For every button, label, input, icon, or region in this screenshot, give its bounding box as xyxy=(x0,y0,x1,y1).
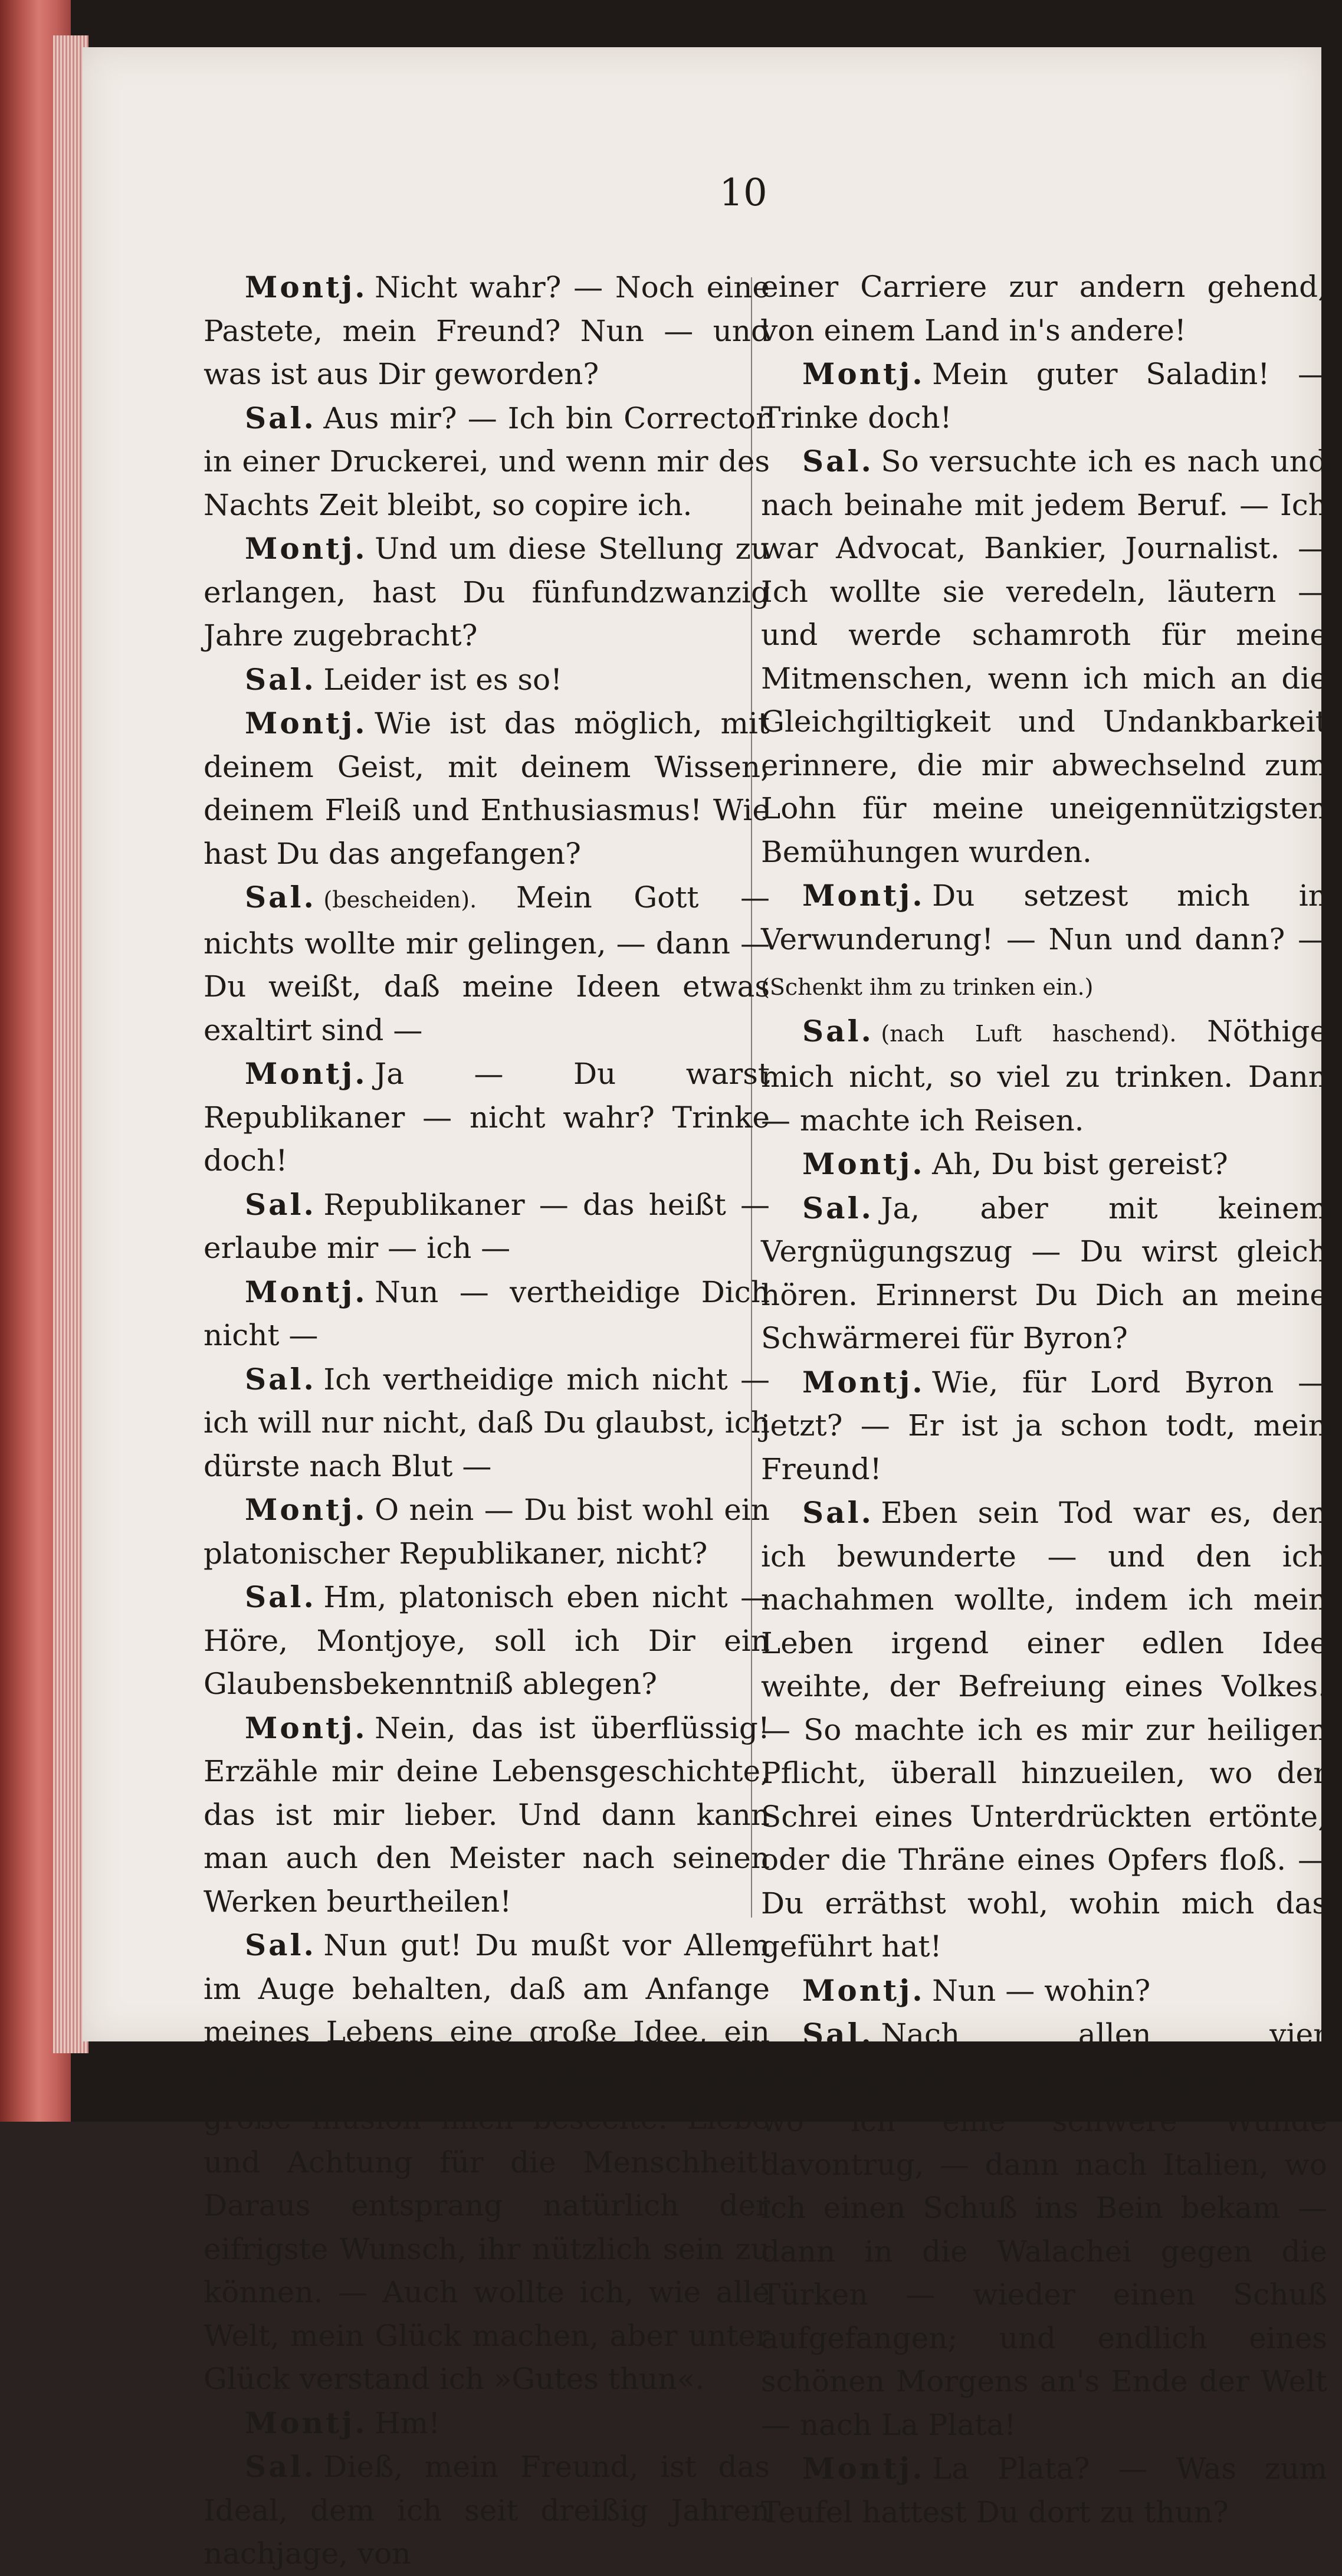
speaker-name: Sal. xyxy=(802,1495,874,1530)
dialogue-text: Wie, für Lord Byron — jetzt? — Er ist ja schon todt, mein Freund! xyxy=(761,1365,1327,1486)
dialogue-paragraph xyxy=(761,874,1327,1010)
dialogue-text: Hm! xyxy=(375,2405,441,2440)
dialogue-paragraph xyxy=(204,1488,770,1575)
dialogue-text: Mein Gott — nichts wollte mir gelingen, — dann — Du weißt, daß meine Ideen etwas exaltirt sind — xyxy=(204,880,770,1047)
speaker-name: Montj. xyxy=(245,1274,368,1309)
dialogue-text: Nöthige mich nicht, so viel zu trinken. Dann — machte ich Reisen. xyxy=(761,1014,1327,1138)
speaker-name: Montj. xyxy=(802,2451,925,2486)
dialogue-paragraph xyxy=(204,702,770,876)
dialogue-paragraph xyxy=(204,266,770,396)
dialogue-text: Republikaner — das heißt — erlaube mir — ich — xyxy=(204,1187,770,1265)
dialogue-text: O nein — Du bist wohl ein platonischer Republikaner, nicht? xyxy=(204,1493,770,1571)
speaker-name: Montj. xyxy=(245,531,368,566)
dialogue-text: Du setzest mich in Verwunderung! — Nun und dann? — xyxy=(761,879,1327,956)
dialogue-text: Wie ist das möglich, mit deinem Geist, mit deinem Wissen, deinem Fleiß und Enthusiasmus! Wie hast Du das angefangen? xyxy=(204,706,770,871)
right-column xyxy=(761,266,1327,2529)
dialogue-paragraph xyxy=(761,1187,1327,1361)
dialogue-text: Mein guter Saladin! — Trinke doch! xyxy=(761,357,1327,435)
dialogue-paragraph xyxy=(204,2445,770,2576)
dialogue-paragraph xyxy=(204,1183,770,1270)
speaker-name: Montj. xyxy=(802,1972,925,2008)
dialogue-paragraph xyxy=(204,527,770,658)
dialogue-paragraph xyxy=(204,1358,770,1489)
speaker-name: Sal. xyxy=(802,1013,874,1048)
dialogue-text: einer Carriere zur andern gehend, von einem Land in's andere! xyxy=(761,270,1327,348)
dialogue-paragraph xyxy=(204,2401,770,2446)
dialogue-text: Ich vertheidige mich nicht — ich will nur nicht, daß Du glaubst, ich dürste nach Blut — xyxy=(204,1362,770,1483)
speaker-name: Sal. xyxy=(802,2017,874,2051)
speaker-name: Montj. xyxy=(802,1364,925,1400)
dialogue-text: Nach allen vier Weltgegenden! Erst nach Spanien — wo ich eine schwere Wunde davontrug, — dann nach Italien, wo ich einen Schuß ins Bein bekam — dann in die Walachei gegen die Türken — wieder einen Schuß aufgefangen; und endlich eines schönen Morgens an's Ende der Welt — nach La Plata! xyxy=(761,2017,1327,2442)
speaker-name: Sal. xyxy=(245,880,316,915)
dialogue-paragraph xyxy=(761,352,1327,440)
dialogue-text: Leider ist es so! xyxy=(323,662,563,697)
dialogue-text: Nun gut! Du mußt vor Allem im Auge behalten, daß am Anfange meines Lebens eine große Idee, ein großes Gefühl — vielleicht eine große Illusion mich beseelte: Liebe und Achtung für die Menschheit! Daraus entsprang natürlich der eifrigste Wunsch, ihr nützlich sein zu können. — Auch wollte ich, wie alle Welt, mein Glück machen, aber unter Glück verstand ich »Gutes thun«. xyxy=(204,1928,770,2396)
dialogue-paragraph xyxy=(761,1142,1327,1187)
speaker-name: Montj. xyxy=(245,1492,368,1527)
speaker-name: Montj. xyxy=(245,1710,368,1745)
stage-direction: (Schenkt ihm zu trinken ein.) xyxy=(761,974,1094,1000)
dialogue-paragraph xyxy=(204,1270,770,1358)
dialogue-paragraph xyxy=(204,1575,770,1706)
dialogue-paragraph xyxy=(204,1052,770,1183)
speaker-name: Sal. xyxy=(245,1361,316,1397)
dialogue-text: Ah, Du bist gereist? xyxy=(932,1147,1228,1181)
page-number: 10 xyxy=(719,171,767,215)
dialogue-paragraph xyxy=(761,1010,1327,1143)
dialogue-text: Nein, das ist überflüssig! Erzähle mir deine Lebensgeschichte, das ist mir lieber. Und dann kann man auch den Meister nach seinen Werken beurtheilen! xyxy=(204,1710,770,1919)
dialogue-paragraph xyxy=(204,658,770,702)
dialogue-paragraph xyxy=(204,876,770,1052)
dialogue-paragraph xyxy=(761,440,1327,874)
speaker-name: Montj. xyxy=(245,1056,368,1091)
dialogue-text: Und um diese Stellung zu erlangen, hast Du fünfundzwanzig Jahre zugebracht? xyxy=(204,532,770,653)
speaker-name: Montj. xyxy=(802,1146,925,1181)
speaker-name: Montj. xyxy=(245,2405,368,2440)
dialogue-paragraph xyxy=(204,1923,770,2401)
speaker-name: Montj. xyxy=(802,878,925,913)
dialogue-text: Nicht wahr? — Noch eine Pastete, mein Freund? Nun — und was ist aus Dir geworden? xyxy=(204,270,770,391)
left-column xyxy=(204,266,770,2571)
dialogue-paragraph xyxy=(761,1361,1327,1492)
stage-direction: (nach Luft haschend). xyxy=(881,1020,1208,1047)
speaker-name: Sal. xyxy=(802,1190,874,1225)
dialogue-text: Eben sein Tod war es, den ich bewunderte — und den ich nachahmen wollte, indem ich mein Leben irgend einer edlen Idee weihte, der Befreiung eines Volkes. — So machte ich es mir zur heiligen Pflicht, überall hinzueilen, wo der Schrei eines Unterdrückten ertönte, oder die Thräne eines Opfers floß. — Du erräthst wohl, wohin mich das geführt hat! xyxy=(761,1496,1327,1964)
dialogue-paragraph xyxy=(761,1969,1327,2013)
dialogue-text: Ja — Du warst Republikaner — nicht wahr? Trinke doch! xyxy=(204,1057,770,1178)
speaker-name: Montj. xyxy=(802,356,925,391)
speaker-name: Montj. xyxy=(245,706,368,740)
speaker-name: Sal. xyxy=(245,1579,316,1614)
speaker-name: Sal. xyxy=(245,400,316,435)
dialogue-paragraph xyxy=(761,2447,1327,2534)
dialogue-paragraph xyxy=(761,2013,1327,2447)
dialogue-paragraph xyxy=(204,1706,770,1924)
speaker-name: Sal. xyxy=(245,1187,316,1222)
stage-direction: (bescheiden). xyxy=(323,887,516,913)
dialogue-paragraph xyxy=(204,396,770,527)
dialogue-text: La Plata? — Was zum Teufel hattest Du dort zu thun? xyxy=(761,2452,1327,2529)
speaker-name: Sal. xyxy=(802,444,874,479)
dialogue-text: Nun — vertheidige Dich nicht — xyxy=(204,1274,770,1352)
dialogue-text: Ja, aber mit keinem Vergnügungszug — Du wirst gleich hören. Erinnerst Du Dich an meine Schwärmerei für Byron? xyxy=(761,1191,1327,1355)
dialogue-text: Aus mir? — Ich bin Corrector in einer Druckerei, und wenn mir des Nachts Zeit bleibt, so copire ich. xyxy=(204,401,770,522)
speaker-name: Sal. xyxy=(245,661,316,697)
speaker-name: Sal. xyxy=(245,1928,316,1962)
dialogue-text: Nun — wohin? xyxy=(932,1973,1151,2008)
dialogue-text: So versuchte ich es nach und nach beinahe mit jedem Beruf. — Ich war Advocat, Bankier, Journalist. — Ich wollte sie veredeln, läutern — und werde schamroth für meine Mitmenschen, wenn ich mich an die Gleichgiltigkeit und Undankbarkeit erinnere, die mir abwechselnd zum Lohn für meine uneigennützigsten Bemühungen wurden. xyxy=(761,444,1327,869)
speaker-name: Montj. xyxy=(245,270,368,304)
dialogue-text: Dieß, mein Freund, ist das Ideal, dem ich seit dreißig Jahren nachjage, von xyxy=(204,2450,770,2571)
dialogue-paragraph xyxy=(761,266,1327,352)
speaker-name: Sal. xyxy=(245,2449,316,2484)
dialogue-paragraph xyxy=(761,1491,1327,1969)
dialogue-text: Hm, platonisch eben nicht — Höre, Montjoye, soll ich Dir ein Glaubensbekenntniß ablegen? xyxy=(204,1580,770,1701)
